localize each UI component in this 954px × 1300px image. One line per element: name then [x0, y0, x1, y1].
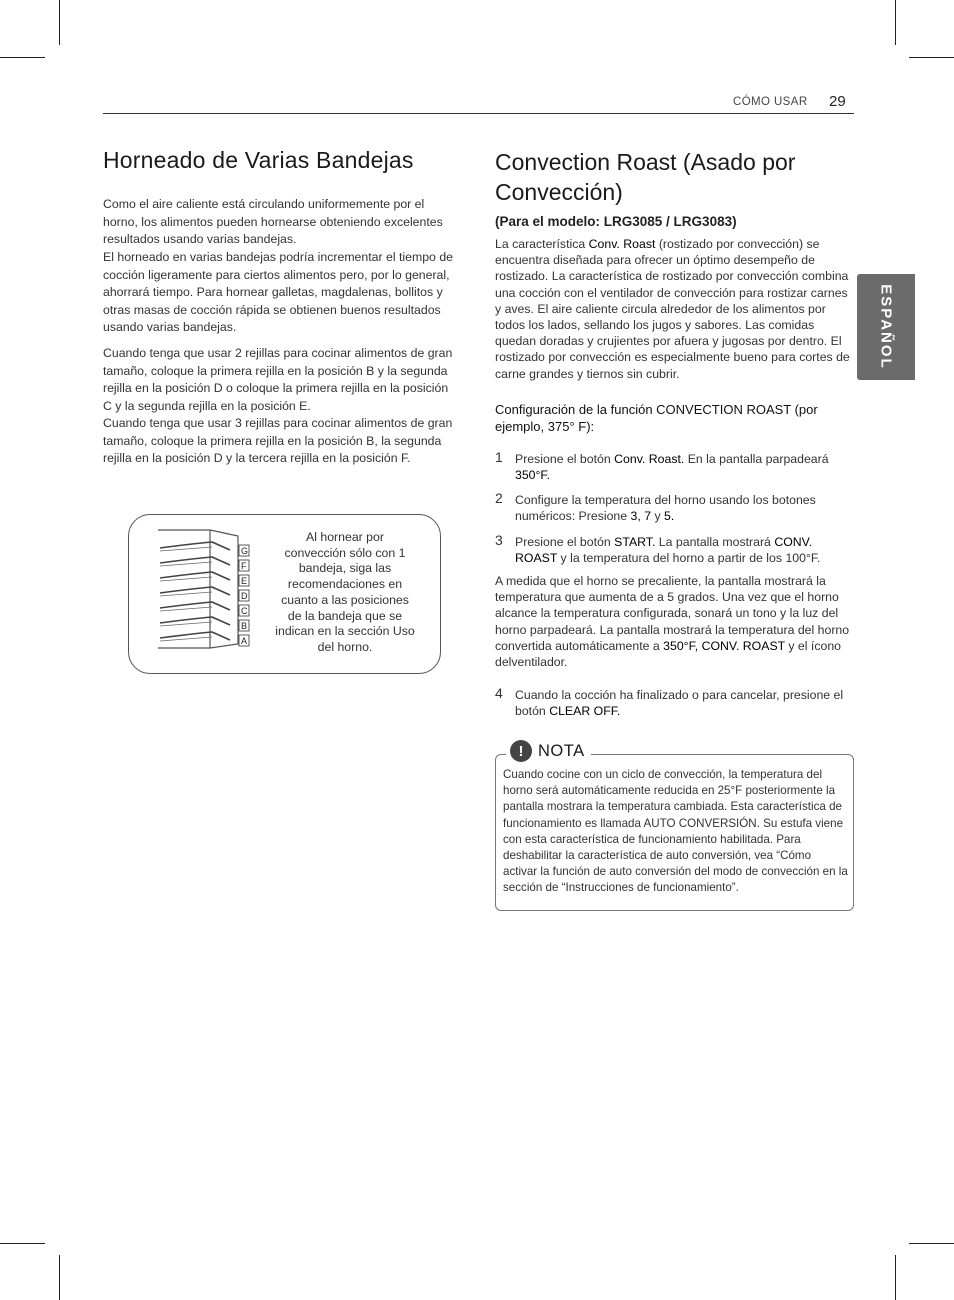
language-tab-label: ESPAÑOL: [877, 284, 895, 370]
section-title-convection-roast: Convection Roast (Asado por Convección): [495, 149, 796, 205]
crop-mark: [895, 0, 896, 45]
rack-label: B: [241, 621, 248, 631]
intro-paragraph: [495, 236, 855, 382]
paragraph: Cuando tenga que usar 2 rejillas para cocinar alimentos de gran tamaño, coloque la primera rejilla en la posición B y la segunda rejilla en la posición D o coloque la primera rejilla en la posición C y la segunda rejilla en la posición E.: [103, 346, 453, 413]
step-text-part: Presione el botón: [515, 452, 615, 466]
model-line: (Para el modelo: LRG3085 / LRG3083): [495, 214, 737, 229]
crop-mark: [0, 1243, 45, 1244]
step-bold: CONV. ROAST: [515, 535, 813, 565]
note-text: Cuando cocine con un ciclo de convección, la temperatura del horno será automáticamente reducida en 25°F posteriormente la pantalla mostrara la temperatura cambiada. Esta característica de funcionamiento es llamada AUTO CONVERSIÓN. Su estufa viene con esta característica de funcionamiento habilitada. Para deshabilitar la característica de auto conversión, vea “Cómo activar la función de auto conversión del modo de convección en la sección de “Instrucciones de funcionamiento”.: [503, 768, 848, 895]
step-text-part: y la temperatura del horno a partir de los 100°F.: [557, 551, 821, 565]
rack-label: E: [241, 576, 248, 586]
intro-text: (rostizado por convección) se encuentra diseñada para ofrecer un óptimo desempeño de rostizado. La característica de rostizado por convección combina una cocción con el ventilador de convección para rostizar carnes y aves. El aire caliente circula alrededor de los alimentos por todos los lados, sellando los jugos y sabores. Las comidas quedan doradas y crujientes por afuera y jugosas por dentro. El rostizado por convección es especialmente bueno para cortes de carne grandes y tiernos sin cubrir.: [495, 237, 850, 381]
crop-mark: [909, 1243, 954, 1244]
rack-label: F: [241, 561, 247, 571]
step-number: 2: [495, 490, 503, 506]
note-label: NOTA: [538, 741, 585, 760]
step-text: [515, 492, 845, 524]
step-text-part: La pantalla mostrará: [655, 535, 775, 549]
step-text: [515, 451, 845, 483]
step-bold: 3, 7: [630, 509, 652, 523]
rack-label: D: [241, 591, 248, 601]
oven-rack-diagram: [150, 520, 258, 655]
rack-label: G: [241, 546, 249, 556]
diagram-note: Al hornear por convección sólo con 1 bandeja, siga las recomendaciones en cuanto a las posiciones de la bandeja que se indican en la sección Uso del horno.: [275, 530, 415, 654]
subheading: Configuración de la función CONVECTION ROAST (por ejemplo, 375° F):: [495, 402, 818, 434]
crop-mark: [59, 0, 60, 45]
step-number: 1: [495, 449, 503, 465]
step-bold: 5.: [664, 509, 675, 523]
page-number: 29: [829, 93, 846, 110]
rack-label: A: [241, 636, 248, 646]
step-bold: START.: [614, 535, 656, 549]
preheat-paragraph: [495, 573, 855, 670]
step-text-part: Configure la temperatura del horno usando los botones numéricos: Presione: [515, 493, 816, 523]
step-bold: Conv. Roast.: [614, 452, 685, 466]
paragraph: Cuando tenga que usar 3 rejillas para cocinar alimentos de gran tamaño, coloque la primera rejilla en la posición B, la segunda rejilla en la posición D y la tercera rejilla en la posición F.: [103, 416, 453, 465]
step-number: 4: [495, 685, 503, 701]
language-tab: [857, 274, 915, 380]
preheat-text: A medida que el horno se precaliente, la pantalla mostrará la temperatura que aumenta de a 5 grados. Una vez que el horno alcance la temperatura configurada, sonará un tono y la luz del horno parpadeará. La pantalla mostrará la temperatura del horno convertida automáticamente a: [495, 574, 850, 653]
step-number: 3: [495, 532, 503, 548]
step-text-part: En la pantalla parpadeará: [684, 452, 829, 466]
intro-text: La característica: [495, 237, 589, 251]
step-bold: 350°F.: [515, 468, 550, 482]
intro-bold: Conv. Roast: [588, 237, 656, 251]
crop-mark: [909, 57, 954, 58]
step-text: [515, 534, 845, 566]
paragraph: El horneado en varias bandejas podría incrementar el tiempo de cocción ligeramente para ciertos alimentos pero, por lo general, ahorrará tiempo. Para hornear galletas, magdalenas, bollitos y otras masas de cocción rápida se obtienen buenos resultados usando varias bandejas.: [103, 250, 453, 334]
note-header: [506, 740, 591, 762]
paragraph: Como el aire caliente está circulando uniformemente por el horno, los alimentos pueden hornearse obteniendo excelentes resultados usando varias bandejas.: [103, 197, 443, 246]
step-text-part: Cuando la cocción ha finalizado o para cancelar, presione el botón: [515, 688, 844, 718]
crop-mark: [59, 1255, 60, 1300]
section-title-multi-rack: Horneado de Varias Bandejas: [103, 147, 414, 173]
rack-label: C: [241, 606, 248, 616]
step-text-part: y: [651, 509, 665, 523]
step-text-part: Presione el botón: [515, 535, 615, 549]
preheat-text: y el ícono delventilador.: [495, 638, 842, 670]
crop-mark: [0, 57, 45, 58]
step-bold: CLEAR OFF.: [549, 704, 621, 718]
crop-mark: [895, 1255, 896, 1300]
step-text: [515, 687, 845, 719]
header-divider: [103, 113, 854, 114]
preheat-bold: 350°F, CONV. ROAST: [663, 638, 785, 653]
exclamation-icon: !: [510, 740, 532, 762]
header-section-title: CÓMO USAR: [733, 96, 808, 108]
